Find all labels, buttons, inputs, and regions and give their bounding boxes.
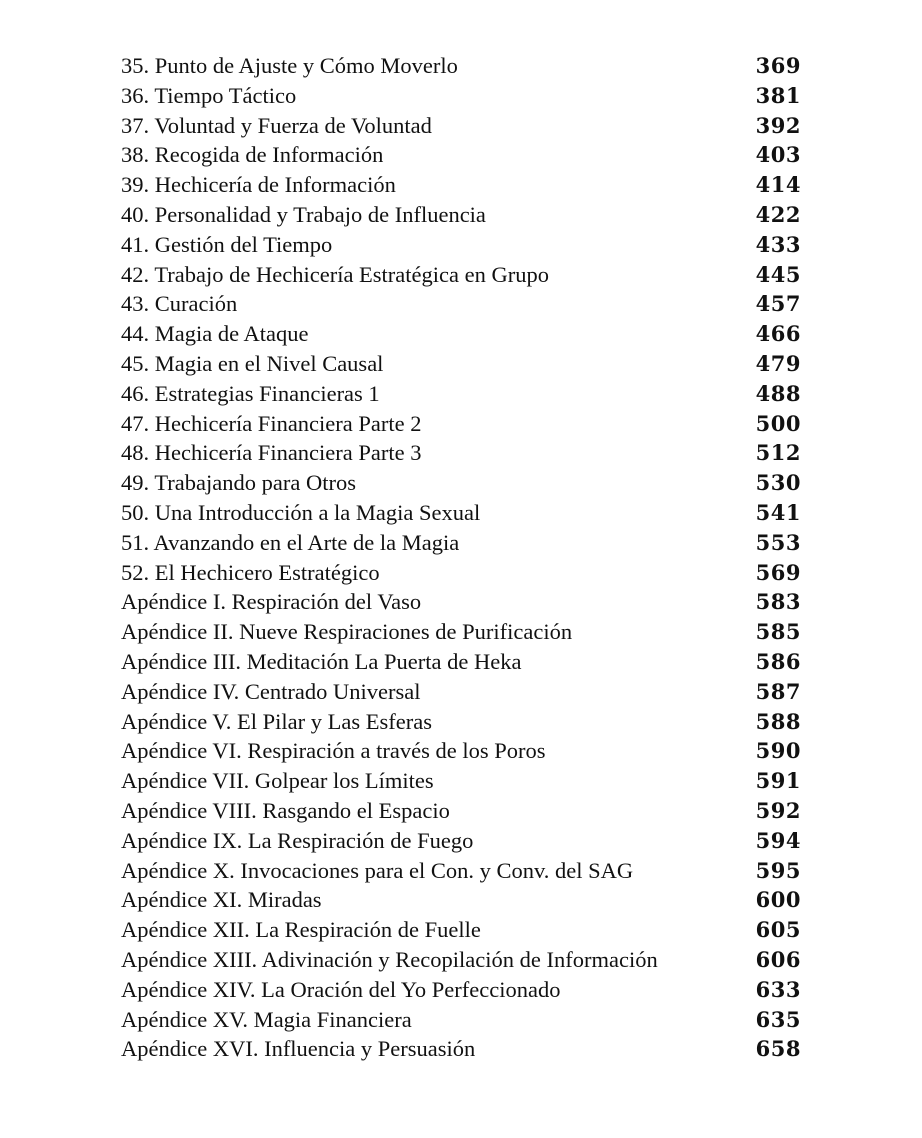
toc-entry-title: Apéndice XI. Miradas: [121, 887, 322, 913]
toc-entry-title: Apéndice VIII. Rasgando el Espacio: [121, 797, 450, 823]
toc-entry-title: 52. El Hechicero Estratégico: [121, 559, 380, 585]
toc-entry-title: 47. Hechicería Financiera Parte 2: [121, 410, 422, 436]
toc-entry-appendix-vii: [121, 766, 801, 796]
toc-entry-37: [121, 111, 801, 141]
toc-entry-appendix-iv: [121, 677, 801, 707]
toc-entry-title: 50. Una Introducción a la Magia Sexual: [121, 499, 481, 525]
toc-entry-page: 479: [755, 350, 801, 376]
toc-entry-page: 595: [755, 857, 801, 883]
toc-entry-title: 45. Magia en el Nivel Causal: [121, 350, 384, 376]
toc-entry-page: 594: [755, 827, 801, 853]
toc-entry-appendix-xiii: [121, 945, 801, 975]
toc-entry-35: [121, 51, 801, 81]
toc-entry-36: [121, 81, 801, 111]
toc-entry-title: 39. Hechicería de Información: [121, 172, 396, 198]
toc-entry-appendix-xv: [121, 1005, 801, 1035]
toc-entry-page: 414: [755, 172, 801, 198]
toc-entry-title: 49. Trabajando para Otros: [121, 470, 356, 496]
toc-entry-page: 633: [755, 976, 801, 1002]
table-of-contents: [121, 51, 801, 1064]
toc-entry-appendix-i: [121, 587, 801, 617]
toc-entry-title: Apéndice XVI. Influencia y Persuasión: [121, 1036, 476, 1062]
toc-entry-page: 553: [755, 529, 801, 555]
toc-entry-page: 583: [755, 589, 801, 615]
toc-entry-title: Apéndice XIV. La Oración del Yo Perfeccionado: [121, 976, 561, 1002]
toc-entry-title: 42. Trabajo de Hechicería Estratégica en Grupo: [121, 261, 549, 287]
toc-entry-appendix-x: [121, 856, 801, 886]
toc-entry-title: Apéndice V. El Pilar y Las Esferas: [121, 708, 432, 734]
toc-entry-title: Apéndice XV. Magia Financiera: [121, 1006, 412, 1032]
toc-entry-page: 592: [755, 797, 801, 823]
toc-entry-45: [121, 349, 801, 379]
toc-entry-page: 403: [755, 142, 801, 168]
toc-entry-page: 591: [755, 768, 801, 794]
toc-entry-page: 569: [755, 559, 801, 585]
toc-entry-page: 658: [755, 1036, 801, 1062]
toc-entry-41: [121, 230, 801, 260]
toc-entry-page: 635: [755, 1006, 801, 1032]
toc-entry-47: [121, 409, 801, 439]
toc-entry-title: 41. Gestión del Tiempo: [121, 231, 333, 257]
toc-entry-page: 530: [755, 470, 801, 496]
toc-entry-page: 457: [755, 291, 801, 317]
toc-entry-page: 392: [755, 112, 801, 138]
toc-entry-title: Apéndice IX. La Respiración de Fuego: [121, 827, 474, 853]
toc-entry-title: 36. Tiempo Táctico: [121, 82, 297, 108]
toc-entry-title: Apéndice VI. Respiración a través de los Poros: [121, 738, 546, 764]
toc-entry-title: Apéndice XIII. Adivinación y Recopilación de Información: [121, 946, 658, 972]
toc-entry-appendix-ii: [121, 617, 801, 647]
toc-entry-title: 46. Estrategias Financieras 1: [121, 380, 380, 406]
toc-entry-title: 51. Avanzando en el Arte de la Magia: [121, 529, 460, 555]
toc-entry-38: [121, 140, 801, 170]
toc-entry-appendix-xiv: [121, 975, 801, 1005]
toc-entry-page: 466: [755, 321, 801, 347]
toc-entry-title: 38. Recogida de Información: [121, 142, 384, 168]
toc-entry-page: 586: [755, 648, 801, 674]
toc-entry-page: 445: [755, 261, 801, 287]
toc-entry-page: 587: [755, 678, 801, 704]
toc-entry-page: 500: [755, 410, 801, 436]
toc-entry-title: 40. Personalidad y Trabajo de Influencia: [121, 201, 486, 227]
toc-entry-title: 43. Curación: [121, 291, 238, 317]
toc-entry-44: [121, 319, 801, 349]
toc-entry-appendix-v: [121, 707, 801, 737]
toc-entry-appendix-xi: [121, 885, 801, 915]
toc-entry-title: Apéndice IV. Centrado Universal: [121, 678, 421, 704]
toc-entry-appendix-xvi: [121, 1034, 801, 1064]
toc-entry-page: 488: [755, 380, 801, 406]
toc-entry-title: 48. Hechicería Financiera Parte 3: [121, 440, 422, 466]
toc-entry-appendix-viii: [121, 796, 801, 826]
toc-entry-page: 590: [755, 738, 801, 764]
toc-entry-48: [121, 438, 801, 468]
toc-entry-39: [121, 170, 801, 200]
toc-entry-page: 606: [755, 946, 801, 972]
toc-entry-43: [121, 289, 801, 319]
toc-entry-page: 605: [755, 917, 801, 943]
toc-entry-appendix-iii: [121, 647, 801, 677]
toc-entry-page: 512: [755, 440, 801, 466]
toc-entry-page: 600: [755, 887, 801, 913]
toc-entry-52: [121, 558, 801, 588]
toc-entry-page: 369: [755, 53, 801, 78]
toc-entry-title: Apéndice III. Meditación La Puerta de Heka: [121, 648, 522, 674]
toc-entry-page: 588: [755, 708, 801, 734]
toc-entry-page: 541: [755, 499, 801, 525]
toc-entry-title: Apéndice I. Respiración del Vaso: [121, 589, 422, 615]
toc-entry-title: 37. Voluntad y Fuerza de Voluntad: [121, 112, 432, 138]
toc-entry-title: Apéndice X. Invocaciones para el Con. y Conv. del SAG: [121, 857, 634, 883]
toc-entry-page: 433: [755, 231, 801, 257]
toc-entry-page: 585: [755, 619, 801, 645]
toc-entry-page: 381: [755, 82, 801, 108]
toc-entry-title: Apéndice VII. Golpear los Límites: [121, 768, 434, 794]
toc-entry-appendix-ix: [121, 826, 801, 856]
toc-entry-50: [121, 498, 801, 528]
toc-entry-49: [121, 468, 801, 498]
toc-entry-appendix-vi: [121, 736, 801, 766]
toc-entry-appendix-xii: [121, 915, 801, 945]
toc-entry-51: [121, 528, 801, 558]
toc-entry-40: [121, 200, 801, 230]
toc-entry-46: [121, 379, 801, 409]
toc-entry-title: Apéndice XII. La Respiración de Fuelle: [121, 917, 481, 943]
toc-entry-title: Apéndice II. Nueve Respiraciones de Purificación: [121, 619, 573, 645]
toc-entry-42: [121, 260, 801, 290]
toc-entry-page: 422: [755, 201, 801, 227]
toc-entry-title: 44. Magia de Ataque: [121, 321, 309, 347]
toc-entry-title: 35. Punto de Ajuste y Cómo Moverlo: [121, 53, 458, 78]
